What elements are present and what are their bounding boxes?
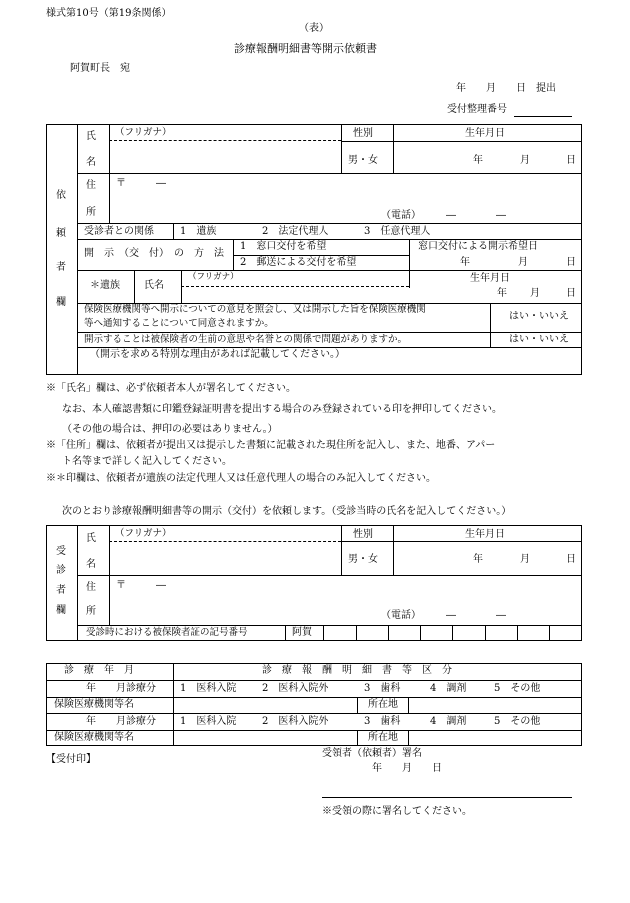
method-option-mail[interactable]: 2 郵送による交付を希望 — [240, 257, 357, 268]
requester-dob-year[interactable]: 年 — [473, 155, 483, 166]
receipt-number-label: 受付整理番号 — [447, 104, 507, 115]
patient-furigana-label: （フリガナ） — [115, 528, 172, 539]
bereaved-dob-year[interactable]: 年 — [497, 288, 507, 299]
requester-address-label-1: 住 — [86, 180, 96, 191]
requester-name-label-1: 氏 — [86, 131, 96, 142]
note-4: ※「住所」欄は、依頼者が提出又は提示した書類に記載された現住所を記入し、また、地番、アパー — [46, 440, 496, 451]
bereaved-dob-month[interactable]: 月 — [530, 288, 540, 299]
statements-header-type: 診 療 報 酬 明 細 書 等 区 分 — [262, 665, 452, 676]
requester-side-label-3: 者 — [56, 262, 66, 273]
note-3: （その他の場合は、押印の必要はありません。） — [62, 424, 278, 435]
patient-dob-year[interactable]: 年 — [473, 554, 483, 565]
note-5: ト名等まで詳しく記入してください。 — [62, 456, 232, 467]
statement-2-location-label: 所在地 — [368, 732, 398, 743]
statement-1-opt-1[interactable]: 1 医科入院 — [180, 683, 237, 694]
statement-2-opt-1[interactable]: 1 医科入院 — [180, 716, 237, 727]
relation-option-1[interactable]: 1 遺族 — [180, 226, 217, 237]
relation-option-2[interactable]: 2 法定代理人 — [262, 226, 329, 237]
window-date-year[interactable]: 年 — [460, 257, 470, 268]
bereaved-label: ＊遺族 — [90, 280, 120, 291]
patient-address-label-2: 所 — [86, 606, 96, 617]
request-statement: 次のとおり診療報酬明細書等の開示（交付）を依頼します。（受診当時の氏名を記入してください。） — [62, 506, 512, 517]
patient-name-label-2: 名 — [86, 559, 96, 570]
receiver-date[interactable]: 年 月 日 — [372, 763, 442, 774]
bereaved-name-label: 氏名 — [144, 280, 164, 291]
requester-side-label-2: 頼 — [56, 228, 66, 239]
patient-side-label-1: 受 — [56, 546, 66, 557]
signature-note: ※受領の際に署名してください。 — [322, 806, 472, 817]
receiver-signature-label: 受領者（依頼者）署名 — [322, 748, 422, 759]
requester-address-label-2: 所 — [86, 207, 96, 218]
relation-option-3[interactable]: 3 任意代理人 — [364, 226, 431, 237]
statement-2-opt-3[interactable]: 3 歯科 — [364, 716, 401, 727]
form-number: 様式第10号（第19条関係） — [46, 8, 172, 19]
patient-phone[interactable]: （電話） ― ― — [381, 610, 506, 621]
statement-2-opt-4[interactable]: 4 調剤 — [430, 716, 467, 727]
insured-number-label: 受診時における被保険者証の記号番号 — [86, 627, 248, 638]
consent-text-1: 保険医療機関等へ開示についての意見を照会し、又は開示した旨を保険医療機関 — [84, 304, 426, 315]
statement-1-location-label: 所在地 — [368, 699, 398, 710]
statement-1-opt-5[interactable]: 5 その他 — [494, 683, 541, 694]
requester-postal-code[interactable]: 〒 ― — [116, 178, 166, 189]
statement-1-opt-3[interactable]: 3 歯科 — [364, 683, 401, 694]
window-date-day[interactable]: 日 — [566, 257, 576, 268]
deceased-answer[interactable]: はい・いいえ — [509, 334, 569, 345]
requester-side-label-4: 欄 — [56, 297, 66, 308]
requester-phone[interactable]: （電話） ― ― — [381, 210, 506, 221]
patient-side-label-4: 欄 — [56, 605, 66, 616]
statement-1-opt-2[interactable]: 2 医科入院外 — [262, 683, 329, 694]
bereaved-furigana-label: （フリガナ） — [188, 272, 239, 282]
page-title: 診療報酬明細書等開示依頼書 — [234, 42, 377, 55]
statement-2-ym[interactable]: 年 月診療分 — [86, 716, 156, 727]
reception-stamp-label: 【受付印】 — [46, 754, 96, 765]
relation-label: 受診者との関係 — [84, 226, 154, 237]
patient-side-label-3: 者 — [56, 585, 66, 596]
statement-2-opt-2[interactable]: 2 医科入院外 — [262, 716, 329, 727]
requester-name-label-2: 名 — [86, 157, 96, 168]
special-reason[interactable]: （開示を求める特別な理由があれば記載してください。） — [90, 349, 345, 360]
patient-dob-month[interactable]: 月 — [520, 554, 530, 565]
patient-address-label-1: 住 — [86, 582, 96, 593]
patient-postal-code[interactable]: 〒 ― — [116, 580, 166, 591]
patient-dob-label: 生年月日 — [465, 529, 505, 540]
note-2: なお、本人確認書類に印鑑登録証明書を提出する場合のみ登録されている印を押印してください。 — [62, 404, 502, 415]
note-1: ※「氏名」欄は、必ず依頼者本人が署名してください。 — [46, 383, 296, 394]
statement-2-institution-label: 保険医療機関等名 — [54, 732, 134, 743]
submission-date[interactable]: 年 月 日 提出 — [456, 83, 556, 94]
patient-side-label-2: 診 — [56, 565, 66, 576]
method-label: 開 示 （交 付） の 方 法 — [84, 248, 224, 259]
consent-answer[interactable]: はい・いいえ — [509, 311, 569, 322]
patient-sex-options[interactable]: 男・女 — [348, 554, 378, 565]
patient-name-label-1: 氏 — [86, 533, 96, 544]
statement-1-opt-4[interactable]: 4 調剤 — [430, 683, 467, 694]
requester-dob-label: 生年月日 — [465, 128, 505, 139]
requester-dob-month[interactable]: 月 — [520, 155, 530, 166]
insured-number-prefix: 阿賀 — [292, 627, 312, 638]
method-option-window[interactable]: 1 窓口交付を希望 — [240, 241, 327, 252]
requester-sex-options[interactable]: 男・女 — [348, 155, 378, 166]
statement-2-opt-5[interactable]: 5 その他 — [494, 716, 541, 727]
statement-1-ym[interactable]: 年 月診療分 — [86, 683, 156, 694]
consent-text-2: 等へ通知することについて同意されますか。 — [84, 318, 274, 329]
addressee: 阿賀町長 宛 — [70, 63, 130, 74]
window-date-month[interactable]: 月 — [518, 257, 528, 268]
bereaved-dob-day[interactable]: 日 — [566, 288, 576, 299]
receiver-signature-line[interactable] — [322, 797, 572, 798]
bereaved-dob-label: 生年月日 — [470, 273, 510, 284]
statements-header-date: 診 療 年 月 — [64, 665, 134, 676]
patient-sex-label: 性別 — [353, 529, 373, 540]
omote-label: （表） — [299, 23, 329, 34]
receipt-number-field[interactable] — [514, 116, 572, 117]
deceased-question: 開示することは被保険者の生前の意思や名誉との関係で問題がありますか。 — [84, 334, 408, 345]
patient-dob-day[interactable]: 日 — [566, 554, 576, 565]
requester-dob-day[interactable]: 日 — [566, 155, 576, 166]
statement-1-institution-label: 保険医療機関等名 — [54, 699, 134, 710]
requester-sex-label: 性別 — [353, 128, 373, 139]
requester-furigana-label: （フリガナ） — [115, 127, 172, 138]
window-date-label: 窓口交付による開示希望日 — [418, 241, 538, 252]
note-6: ※＊印欄は、依頼者が遺族の法定代理人又は任意代理人の場合のみ記入してください。 — [46, 473, 436, 484]
requester-side-label-1: 依 — [56, 190, 66, 201]
